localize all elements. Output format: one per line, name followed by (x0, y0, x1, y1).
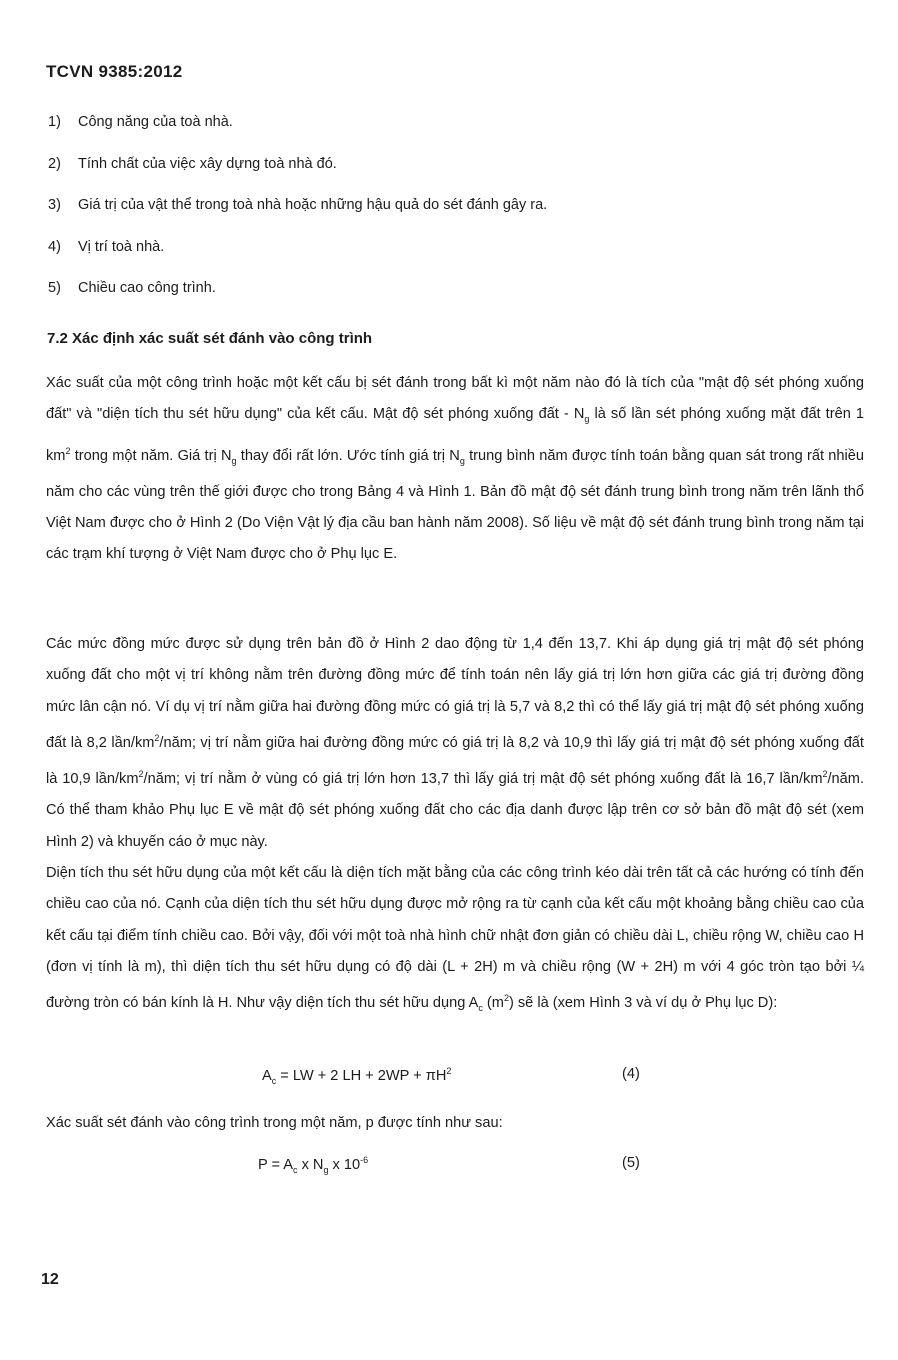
list-text: Giá trị của vật thể trong toà nhà hoặc những hậu quả do sét đánh gây ra. (78, 197, 548, 213)
section-heading: 7.2 Xác định xác suất sét đánh vào công trình (47, 330, 373, 347)
list-text: Tính chất của việc xây dựng toà nhà đó. (78, 155, 337, 172)
list-text: Công năng của toà nhà. (78, 114, 233, 130)
list-item (48, 197, 848, 239)
list-number: 4) (48, 238, 61, 255)
paragraph-collection-area: Diện tích thu sét hữu dụng của một kết cấu là diện tích mặt bằng của các công trình kéo dài trên tất cả các hướng có tính đến chiều cao của nó. Cạnh của diện tích thu sét hữu dụng được mở rộng ra từ cạnh của kết cấu một khoảng bằng chiều cao của kết cấu tại điểm tính chiều cao. Bởi vậy, đối với một toà nhà hình chữ nhật đơn giản có chiều dài L, chiều rộng W, chiều cao H (đơn vị tính là m), thì diện tích thu sét hữu dụng có độ dài (L + 2H) m và chiều rộng (W + 2H) m với 4 góc tròn tạo bởi ¼ đường tròn có bán kính là H. Như vậy diện tích thu sét hữu dụng $A_c$ $(m^2)$ sẽ là (xem Hình 3 và ví dụ ở Phụ lục D): (46, 865, 864, 1013)
formula-number: (5) (622, 1155, 640, 1171)
standard-code: TCVN 9385:2012 (46, 62, 183, 81)
paragraph-probability: Xác suất của một công trình hoặc một kết cấu bị sét đánh trong bất kì một năm nào đó là tích của "mật độ sét phóng xuống đất" và "diện tích thu sét hữu dụng" của kết cấu. Mật độ sét phóng xuống đất - $N_g$ là số lần sét phóng xuống mặt đất trên 1 $km^2$ trong một năm. Giá trị $N_g$ thay đổi rất lớn. Ước tính giá trị $N_g$ trung bình năm được tính toán bằng quan sát trong rất nhiều năm cho các vùng trên thế giới được cho trong Bảng 4 và Hình 1. Bản đồ mật độ sét đánh trung bình trong năm trên lãnh thổ Việt Nam được cho ở Hình 2 (Do Viện Vật lý địa cầu ban hành năm 2008). Số liệu về mật độ sét đánh trung bình trong năm tại các trạm khí tượng ở Việt Nam được cho ở Phụ lục E. (46, 375, 865, 563)
paragraph-probability-formula-intro: Xác suất sét đánh vào công trình trong một năm, p được tính như sau: (46, 1115, 503, 1131)
formula-probability: $P = A_c$ x $N_g$ x $10^{-6}$ (258, 1155, 369, 1175)
list-number: 3) (48, 197, 61, 213)
criteria-list (48, 114, 848, 322)
formula-collection-area: $A_c$ = LW + 2 LH + $2WP + \pi H^2$ (262, 1066, 452, 1086)
page-number: 12 (41, 1271, 59, 1288)
list-number: 5) (48, 280, 61, 296)
formula-number: (4) (622, 1066, 640, 1082)
paragraph-contour-levels: Các mức đồng mức được sử dụng trên bản đồ ở Hình 2 dao động từ 1,4 đến 13,7. Khi áp dụng giá trị mật độ sét phóng xuống đất cho một vị trí không nằm trên đường đồng mức để tính toán nên lấy giá trị lớn hơn giữa các giá trị đường đồng mức lân cận nó. Ví dụ vị trí nằm giữa hai đường đồng mức có giá trị là 5,7 và 8,2 thì có thể lấy giá trị mật độ sét phóng xuống đất là 8,2 lần/$km^2$/năm; vị trí nằm giữa hai đường đồng mức có giá trị là 8,2 và 10,9 thì lấy giá trị mật độ sét phóng xuống đất là 10,9 lần/$km^2$/năm; vị trí nằm ở vùng có giá trị lớn hơn 13,7 thì lấy giá trị mật độ sét phóng xuống đất là 16,7 lần/$km^2$/năm. Có thể tham khảo Phụ lục E về mật độ sét phóng xuống đất cho các địa danh được lập trên cơ sở bản đồ mật độ sét (xem Hình 2) và khuyến cáo ở mục này. (46, 636, 864, 850)
list-item (48, 239, 848, 281)
list-item (48, 114, 848, 156)
list-number: 1) (48, 114, 61, 130)
list-item (48, 156, 848, 198)
list-number: 2) (48, 155, 61, 172)
list-text: Vị trí toà nhà. (78, 238, 165, 255)
list-text: Chiều cao công trình. (78, 280, 216, 296)
list-item (48, 280, 848, 322)
